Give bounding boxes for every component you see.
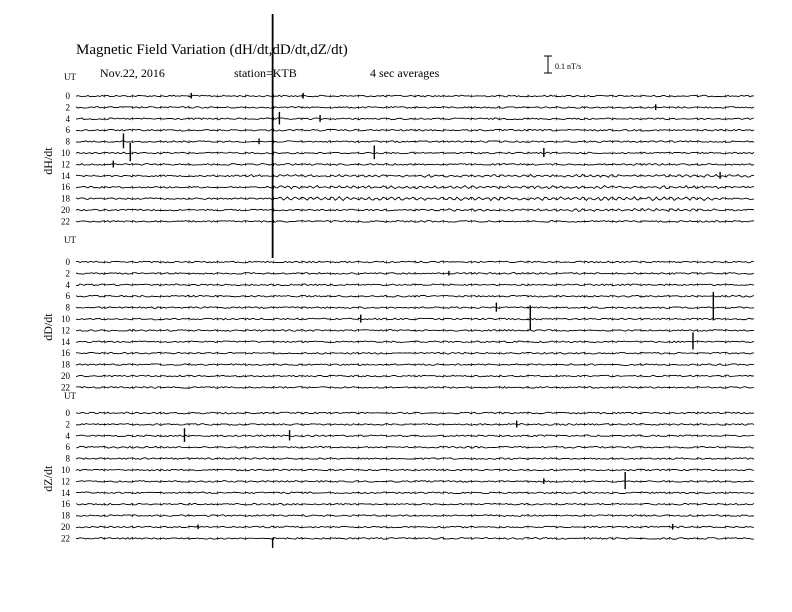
row-label: 0 (65, 91, 70, 101)
row-label: 20 (61, 371, 70, 381)
row-label: 4 (65, 279, 70, 290)
row-label: 2 (65, 419, 70, 430)
row-label: 12 (61, 325, 70, 336)
averaging-label: 4 sec averages (370, 66, 440, 80)
row-label: 4 (65, 113, 70, 124)
row-label: 0 (65, 257, 70, 267)
row-label: 18 (61, 359, 70, 370)
row-label: 14 (61, 487, 70, 498)
row-label: 6 (65, 125, 70, 136)
row-label: 20 (61, 205, 70, 215)
row-label: 22 (61, 216, 70, 227)
row-label: 14 (61, 336, 70, 347)
row-label: 2 (65, 268, 70, 279)
axis-label-1: dD/dt (41, 313, 55, 341)
row-label: 10 (61, 465, 70, 475)
scale-bar (544, 56, 552, 73)
row-label: 10 (61, 314, 70, 324)
row-label: 12 (61, 476, 70, 487)
row-label: 10 (61, 148, 70, 158)
row-label: 16 (61, 182, 70, 193)
row-label: 2 (65, 102, 70, 113)
panel-dD-dt (41, 235, 754, 392)
row-label: 8 (65, 453, 70, 464)
row-label: 12 (61, 159, 70, 170)
row-label: 18 (61, 510, 70, 521)
scale-bar-label: 0.1 nT/s (555, 62, 582, 71)
row-label: 16 (61, 348, 70, 359)
ut-label: UT (64, 72, 76, 82)
ut-label: UT (64, 235, 76, 245)
row-label: 0 (65, 408, 70, 418)
row-label: 6 (65, 442, 70, 453)
row-label: 4 (65, 430, 70, 441)
row-label: 6 (65, 291, 70, 302)
axis-label-0: dH/dt (41, 147, 55, 175)
row-label: 16 (61, 499, 70, 510)
chart-title: Magnetic Field Variation (dH/dt,dD/dt,dZ/dt) (76, 42, 348, 58)
panel-dZ-dt (41, 391, 754, 543)
row-label: 14 (61, 170, 70, 181)
row-label: 22 (61, 382, 70, 393)
row-label: 18 (61, 193, 70, 204)
station-label: station=KTB (234, 66, 297, 80)
row-label: 8 (65, 302, 70, 313)
panel-dH-dt (41, 72, 754, 226)
date-label: Nov.22, 2016 (100, 66, 165, 80)
axis-label-2: dZ/dt (41, 465, 55, 492)
ut-label: UT (64, 391, 76, 401)
row-label: 8 (65, 136, 70, 147)
row-label: 22 (61, 533, 70, 544)
row-label: 20 (61, 522, 70, 532)
